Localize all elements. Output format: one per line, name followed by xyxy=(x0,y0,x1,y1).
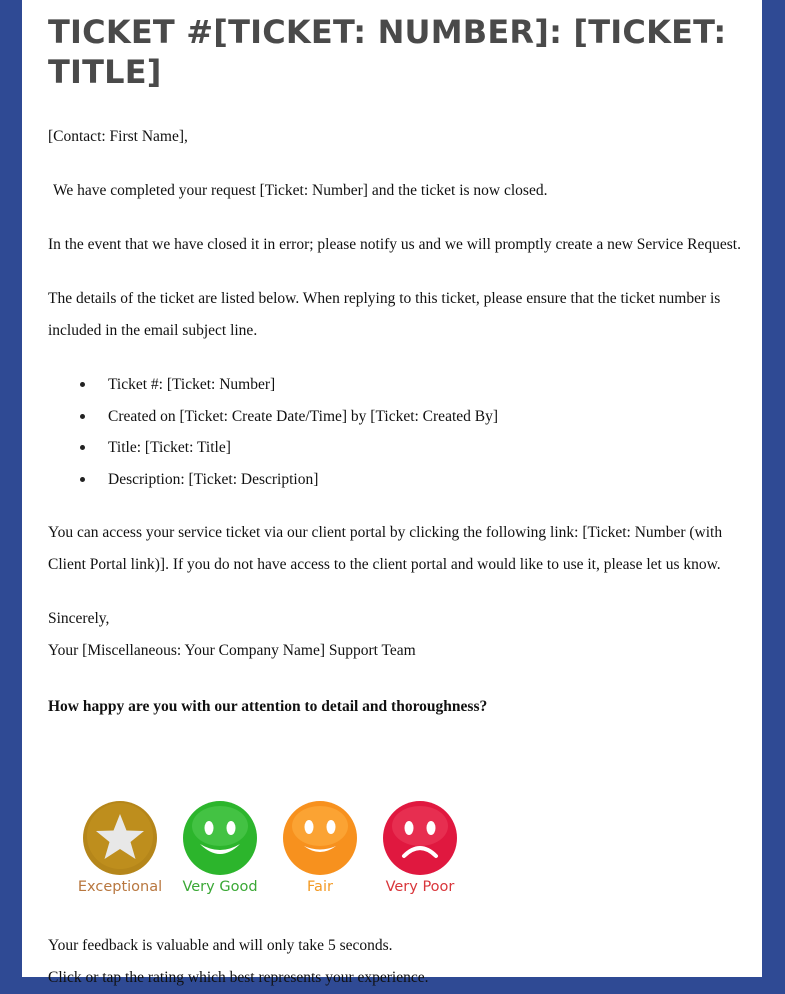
rating-fair-button[interactable] xyxy=(270,800,370,896)
smiley-happy-icon xyxy=(182,800,258,876)
smiley-sad-icon xyxy=(382,800,458,876)
paragraph-portal: You can access your service ticket via our client portal by clicking the following link: [Ticket: Number (with Client Portal link)]. If you do not have access to the client portal and would like to use it, please let us know. xyxy=(48,524,723,573)
bullet-icon xyxy=(80,414,85,419)
paragraph-details: The details of the ticket are listed below. When replying to this ticket, please ensure that the ticket number is included in the email subject line. xyxy=(48,290,721,339)
greeting: [Contact: First Name], xyxy=(48,128,188,145)
email-content xyxy=(48,121,742,723)
bullet-icon xyxy=(80,382,85,387)
feedback-note: Your feedback is valuable and will only take 5 seconds. xyxy=(48,937,393,954)
paragraph-error: In the event that we have closed it in error; please notify us and we will promptly create a new Service Request. xyxy=(48,236,741,253)
detail-title: Title: [Ticket: Title] xyxy=(108,439,231,456)
rating-very-poor-button[interactable] xyxy=(370,800,470,896)
detail-ticket-number: Ticket #: [Ticket: Number] xyxy=(108,376,276,393)
detail-created-on: Created on [Ticket: Create Date/Time] by [Ticket: Created By] xyxy=(108,407,499,425)
bullet-icon xyxy=(80,477,85,482)
ticket-details-list xyxy=(48,369,742,495)
rating-label: Very Poor xyxy=(385,879,455,895)
rating-options xyxy=(48,800,468,910)
rating-very-good-button[interactable] xyxy=(170,800,270,896)
rating-label: Exceptional xyxy=(77,879,163,895)
signature: Your [Miscellaneous: Your Company Name] Support Team xyxy=(48,642,416,659)
rating-exceptional-button[interactable] xyxy=(70,800,170,896)
list-item xyxy=(48,464,742,496)
detail-description: Description: [Ticket: Description] xyxy=(108,470,319,488)
bullet-icon xyxy=(80,445,85,450)
star-icon xyxy=(82,800,158,876)
closing: Sincerely, xyxy=(48,610,110,627)
paragraph-completed: We have completed your request [Ticket: Number] and the ticket is now closed. xyxy=(53,182,548,199)
click-instruction: Click or tap the rating which best represents your experience. xyxy=(48,969,429,986)
email-body xyxy=(22,0,762,986)
list-item xyxy=(48,401,742,433)
list-item xyxy=(48,369,742,401)
survey-question: How happy are you with our attention to detail and thoroughness? xyxy=(48,698,488,715)
smiley-neutral-icon xyxy=(282,800,358,876)
rating-label: Very Good xyxy=(182,879,258,895)
list-item xyxy=(48,432,742,464)
rating-label: Fair xyxy=(307,879,333,895)
email-title: TICKET #[TICKET: NUMBER]: [TICKET: TITLE] xyxy=(48,13,727,91)
feedback-footer xyxy=(48,930,742,994)
